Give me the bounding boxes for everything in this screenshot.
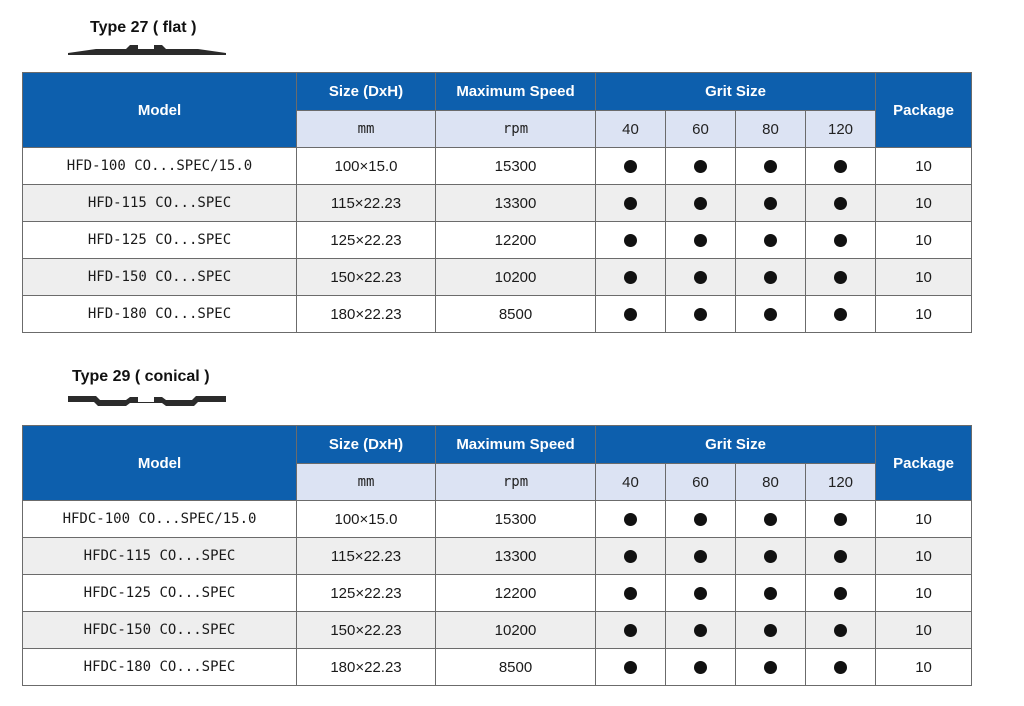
filled-circle-icon <box>694 624 707 637</box>
grit-120-header: 120 <box>806 464 876 501</box>
filled-circle-icon <box>694 587 707 600</box>
filled-circle-icon <box>834 197 847 210</box>
filled-circle-icon <box>764 661 777 674</box>
speed-unit: rpm <box>436 111 596 148</box>
model-cell: HFD-125 CO...SPEC <box>23 222 297 259</box>
grit-120-header: 120 <box>806 111 876 148</box>
package-cell: 10 <box>876 296 972 333</box>
grit-40-cell <box>596 612 666 649</box>
size-header: Size (DxH) <box>297 426 436 464</box>
model-cell: HFDC-125 CO...SPEC <box>23 575 297 612</box>
type29-spec-table <box>22 425 972 686</box>
model-cell: HFD-100 CO...SPEC/15.0 <box>23 148 297 185</box>
table-row <box>23 148 972 185</box>
speed-header: Maximum Speed <box>436 73 596 111</box>
grit-60-cell <box>666 501 736 538</box>
filled-circle-icon <box>624 308 637 321</box>
grit-40-cell <box>596 575 666 612</box>
filled-circle-icon <box>834 513 847 526</box>
grit-60-header: 60 <box>666 464 736 501</box>
size-header: Size (DxH) <box>297 73 436 111</box>
type27-spec-table <box>22 72 972 333</box>
filled-circle-icon <box>764 234 777 247</box>
filled-circle-icon <box>694 197 707 210</box>
size-unit: mm <box>297 464 436 501</box>
speed-cell: 8500 <box>436 296 596 333</box>
package-cell: 10 <box>876 185 972 222</box>
table-row <box>23 575 972 612</box>
filled-circle-icon <box>624 513 637 526</box>
size-cell: 180×22.23 <box>297 296 436 333</box>
filled-circle-icon <box>834 234 847 247</box>
speed-header: Maximum Speed <box>436 426 596 464</box>
filled-circle-icon <box>694 160 707 173</box>
model-header: Model <box>23 426 297 501</box>
grit-120-cell <box>806 185 876 222</box>
model-cell: HFDC-115 CO...SPEC <box>23 538 297 575</box>
filled-circle-icon <box>694 234 707 247</box>
grit-60-cell <box>666 259 736 296</box>
grit-40-cell <box>596 296 666 333</box>
grit-60-cell <box>666 222 736 259</box>
speed-cell: 12200 <box>436 222 596 259</box>
grit-120-cell <box>806 148 876 185</box>
size-cell: 100×15.0 <box>297 148 436 185</box>
grit-header: Grit Size <box>596 73 876 111</box>
speed-cell: 13300 <box>436 538 596 575</box>
package-cell: 10 <box>876 501 972 538</box>
grit-120-cell <box>806 222 876 259</box>
speed-cell: 15300 <box>436 501 596 538</box>
size-unit: mm <box>297 111 436 148</box>
size-cell: 115×22.23 <box>297 185 436 222</box>
package-cell: 10 <box>876 649 972 686</box>
grit-80-cell <box>736 185 806 222</box>
grit-120-cell <box>806 649 876 686</box>
grit-80-cell <box>736 612 806 649</box>
grit-120-cell <box>806 612 876 649</box>
grit-40-cell <box>596 148 666 185</box>
filled-circle-icon <box>694 513 707 526</box>
grit-40-cell <box>596 501 666 538</box>
filled-circle-icon <box>624 197 637 210</box>
grit-120-cell <box>806 501 876 538</box>
size-cell: 180×22.23 <box>297 649 436 686</box>
table-row <box>23 259 972 296</box>
grit-80-cell <box>736 649 806 686</box>
model-cell: HFDC-150 CO...SPEC <box>23 612 297 649</box>
grit-60-cell <box>666 649 736 686</box>
filled-circle-icon <box>694 661 707 674</box>
grit-40-cell <box>596 259 666 296</box>
speed-cell: 13300 <box>436 185 596 222</box>
package-cell: 10 <box>876 222 972 259</box>
table-row <box>23 222 972 259</box>
filled-circle-icon <box>764 513 777 526</box>
package-cell: 10 <box>876 575 972 612</box>
size-cell: 115×22.23 <box>297 538 436 575</box>
filled-circle-icon <box>694 550 707 563</box>
filled-circle-icon <box>764 197 777 210</box>
filled-circle-icon <box>694 271 707 284</box>
package-header: Package <box>876 73 972 148</box>
filled-circle-icon <box>834 550 847 563</box>
grit-120-cell <box>806 259 876 296</box>
filled-circle-icon <box>764 550 777 563</box>
grit-40-header: 40 <box>596 464 666 501</box>
package-cell: 10 <box>876 148 972 185</box>
model-cell: HFD-115 CO...SPEC <box>23 185 297 222</box>
grit-60-cell <box>666 575 736 612</box>
grit-40-cell <box>596 185 666 222</box>
grit-60-cell <box>666 538 736 575</box>
package-cell: 10 <box>876 612 972 649</box>
filled-circle-icon <box>834 308 847 321</box>
grit-40-cell <box>596 222 666 259</box>
filled-circle-icon <box>624 234 637 247</box>
grit-80-cell <box>736 575 806 612</box>
grit-40-cell <box>596 538 666 575</box>
filled-circle-icon <box>764 624 777 637</box>
table-row <box>23 649 972 686</box>
grit-60-cell <box>666 296 736 333</box>
table-row <box>23 538 972 575</box>
filled-circle-icon <box>694 308 707 321</box>
grit-header: Grit Size <box>596 426 876 464</box>
grit-60-cell <box>666 148 736 185</box>
grit-120-cell <box>806 538 876 575</box>
filled-circle-icon <box>834 587 847 600</box>
size-cell: 125×22.23 <box>297 575 436 612</box>
type29-title: Type 29 ( conical ) <box>72 368 210 385</box>
filled-circle-icon <box>834 271 847 284</box>
filled-circle-icon <box>764 587 777 600</box>
model-header: Model <box>23 73 297 148</box>
flat-disc-icon <box>66 40 228 56</box>
size-cell: 150×22.23 <box>297 259 436 296</box>
filled-circle-icon <box>624 550 637 563</box>
grit-60-header: 60 <box>666 111 736 148</box>
filled-circle-icon <box>624 624 637 637</box>
filled-circle-icon <box>764 160 777 173</box>
filled-circle-icon <box>624 160 637 173</box>
grit-80-header: 80 <box>736 111 806 148</box>
grit-40-cell <box>596 649 666 686</box>
filled-circle-icon <box>764 308 777 321</box>
filled-circle-icon <box>624 661 637 674</box>
grit-80-cell <box>736 538 806 575</box>
filled-circle-icon <box>834 624 847 637</box>
table-row <box>23 296 972 333</box>
filled-circle-icon <box>834 661 847 674</box>
grit-80-cell <box>736 296 806 333</box>
type27-title: Type 27 ( flat ) <box>90 19 197 36</box>
grit-120-cell <box>806 575 876 612</box>
table-row <box>23 185 972 222</box>
grit-80-cell <box>736 501 806 538</box>
speed-cell: 12200 <box>436 575 596 612</box>
speed-cell: 15300 <box>436 148 596 185</box>
filled-circle-icon <box>624 587 637 600</box>
model-cell: HFDC-180 CO...SPEC <box>23 649 297 686</box>
speed-cell: 10200 <box>436 612 596 649</box>
model-cell: HFDC-100 CO...SPEC/15.0 <box>23 501 297 538</box>
size-cell: 125×22.23 <box>297 222 436 259</box>
grit-40-header: 40 <box>596 111 666 148</box>
table-row <box>23 612 972 649</box>
model-cell: HFD-180 CO...SPEC <box>23 296 297 333</box>
filled-circle-icon <box>624 271 637 284</box>
grit-80-cell <box>736 222 806 259</box>
filled-circle-icon <box>764 271 777 284</box>
conical-disc-icon <box>66 390 228 410</box>
size-cell: 150×22.23 <box>297 612 436 649</box>
grit-60-cell <box>666 185 736 222</box>
package-cell: 10 <box>876 259 972 296</box>
speed-cell: 8500 <box>436 649 596 686</box>
package-header: Package <box>876 426 972 501</box>
filled-circle-icon <box>834 160 847 173</box>
grit-60-cell <box>666 612 736 649</box>
speed-cell: 10200 <box>436 259 596 296</box>
grit-80-header: 80 <box>736 464 806 501</box>
grit-120-cell <box>806 296 876 333</box>
model-cell: HFD-150 CO...SPEC <box>23 259 297 296</box>
grit-80-cell <box>736 148 806 185</box>
speed-unit: rpm <box>436 464 596 501</box>
package-cell: 10 <box>876 538 972 575</box>
size-cell: 100×15.0 <box>297 501 436 538</box>
grit-80-cell <box>736 259 806 296</box>
table-row <box>23 501 972 538</box>
